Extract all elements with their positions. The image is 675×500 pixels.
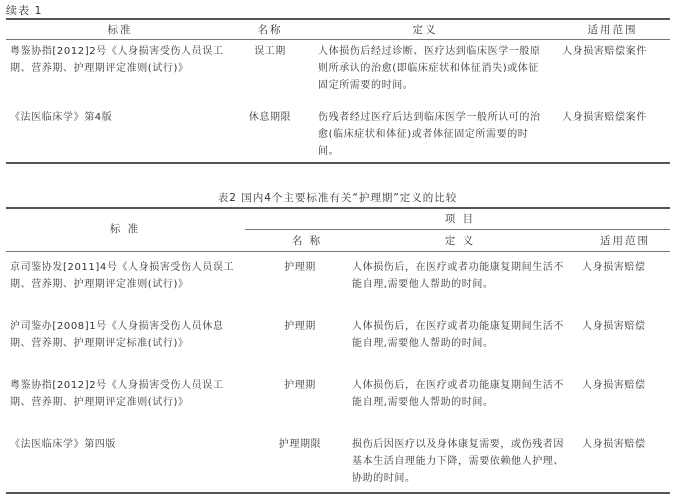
table1-row-name: 误工期	[254, 46, 286, 57]
table2-row-name: 护理期限	[278, 439, 322, 450]
table1-top-rule	[6, 18, 670, 20]
table1-row-scope: 人身损害赔偿案件	[562, 46, 647, 57]
table1-header-scope: 适用范围	[587, 24, 638, 36]
table2-project-rule	[245, 229, 670, 230]
table2-row-standard: 粤鉴协指[2012]2号《人身损害受伤人员误工期、营养期、护理期评定准则(试行)》	[10, 380, 224, 408]
table2-subheader-name: 名 称	[291, 235, 323, 247]
table1-bottom-rule	[6, 162, 670, 164]
table2-row-standard: 沪司鉴办[2008]1号《人身损害受伤人员休息期、营养期、护理期评定标准(试行)》	[10, 321, 224, 349]
table2-subheader-scope: 适用范围	[600, 235, 650, 247]
table2-row-standard: 《法医临床学》第四版	[10, 439, 116, 450]
table1-header-standard: 标准	[107, 24, 133, 36]
table2-header-standard: 标 准	[109, 223, 141, 235]
table1-header-name: 名称	[257, 24, 283, 36]
table2-row-definition: 损伤后因医疗以及身体康复需要，或伤残者因基本生活自理能力下降，需要依赖他人护理、协助的时间。	[352, 439, 564, 484]
table2-row-definition: 人体损伤后，在医疗或者功能康复期间生活不能自理,需要他人帮助的时间。	[352, 262, 564, 290]
table1-row-scope: 人身损害赔偿案件	[562, 112, 647, 123]
table2-row-scope: 人身损害赔偿	[582, 380, 646, 391]
table1-row-standard: 粤鉴协指[2012]2号《人身损害受伤人员误工期、营养期、护理期评定准则(试行)》	[10, 46, 224, 74]
table2-row-name: 护理期	[284, 262, 316, 273]
table2-bottom-rule	[6, 492, 670, 494]
table2-subheader-definition: 定 义	[444, 235, 476, 247]
table1-row-name: 休息期限	[248, 112, 292, 123]
table2-row-standard: 京司鉴协发[2011]4号《人身损害受伤人员误工期、营养期、护理期评定准则(试行)》	[10, 262, 235, 290]
table2-row-scope: 人身损害赔偿	[582, 439, 646, 450]
table2-row-definition: 人体损伤后，在医疗或者功能康复期间生活不能自理,需要他人帮助的时间。	[352, 380, 564, 408]
table1-header-definition: 定义	[412, 24, 438, 36]
table1-header-rule	[6, 39, 670, 40]
table2-row-scope: 人身损害赔偿	[582, 262, 646, 273]
table1-row-definition: 人体损伤后经过诊断、医疗达到临床医学一般原则所承认的治愈(即临床症状和体征消失)或体征固定所需要的时间。	[318, 46, 541, 91]
table2-row-definition: 人体损伤后，在医疗或者功能康复期间生活不能自理,需要他人帮助的时间。	[352, 321, 564, 349]
table2-row-name: 护理期	[284, 321, 316, 332]
table1-continued-label: 续表 1	[6, 4, 43, 17]
table1-row-definition: 伤残者经过医疗后达到临床医学一般所认可的治愈(临床症状和体征)或者体征固定所需要的时间。	[318, 112, 541, 157]
table2-top-rule	[6, 207, 670, 209]
table2-row-scope: 人身损害赔偿	[582, 321, 646, 332]
table2-header-project: 项 目	[444, 213, 476, 225]
table2-header-rule	[6, 251, 670, 252]
table2-row-name: 护理期	[284, 380, 316, 391]
table2-caption: 表2 国内4个主要标准有关“护理期”定义的比较	[217, 192, 458, 204]
table1-row-standard: 《法医临床学》第4版	[10, 112, 113, 123]
